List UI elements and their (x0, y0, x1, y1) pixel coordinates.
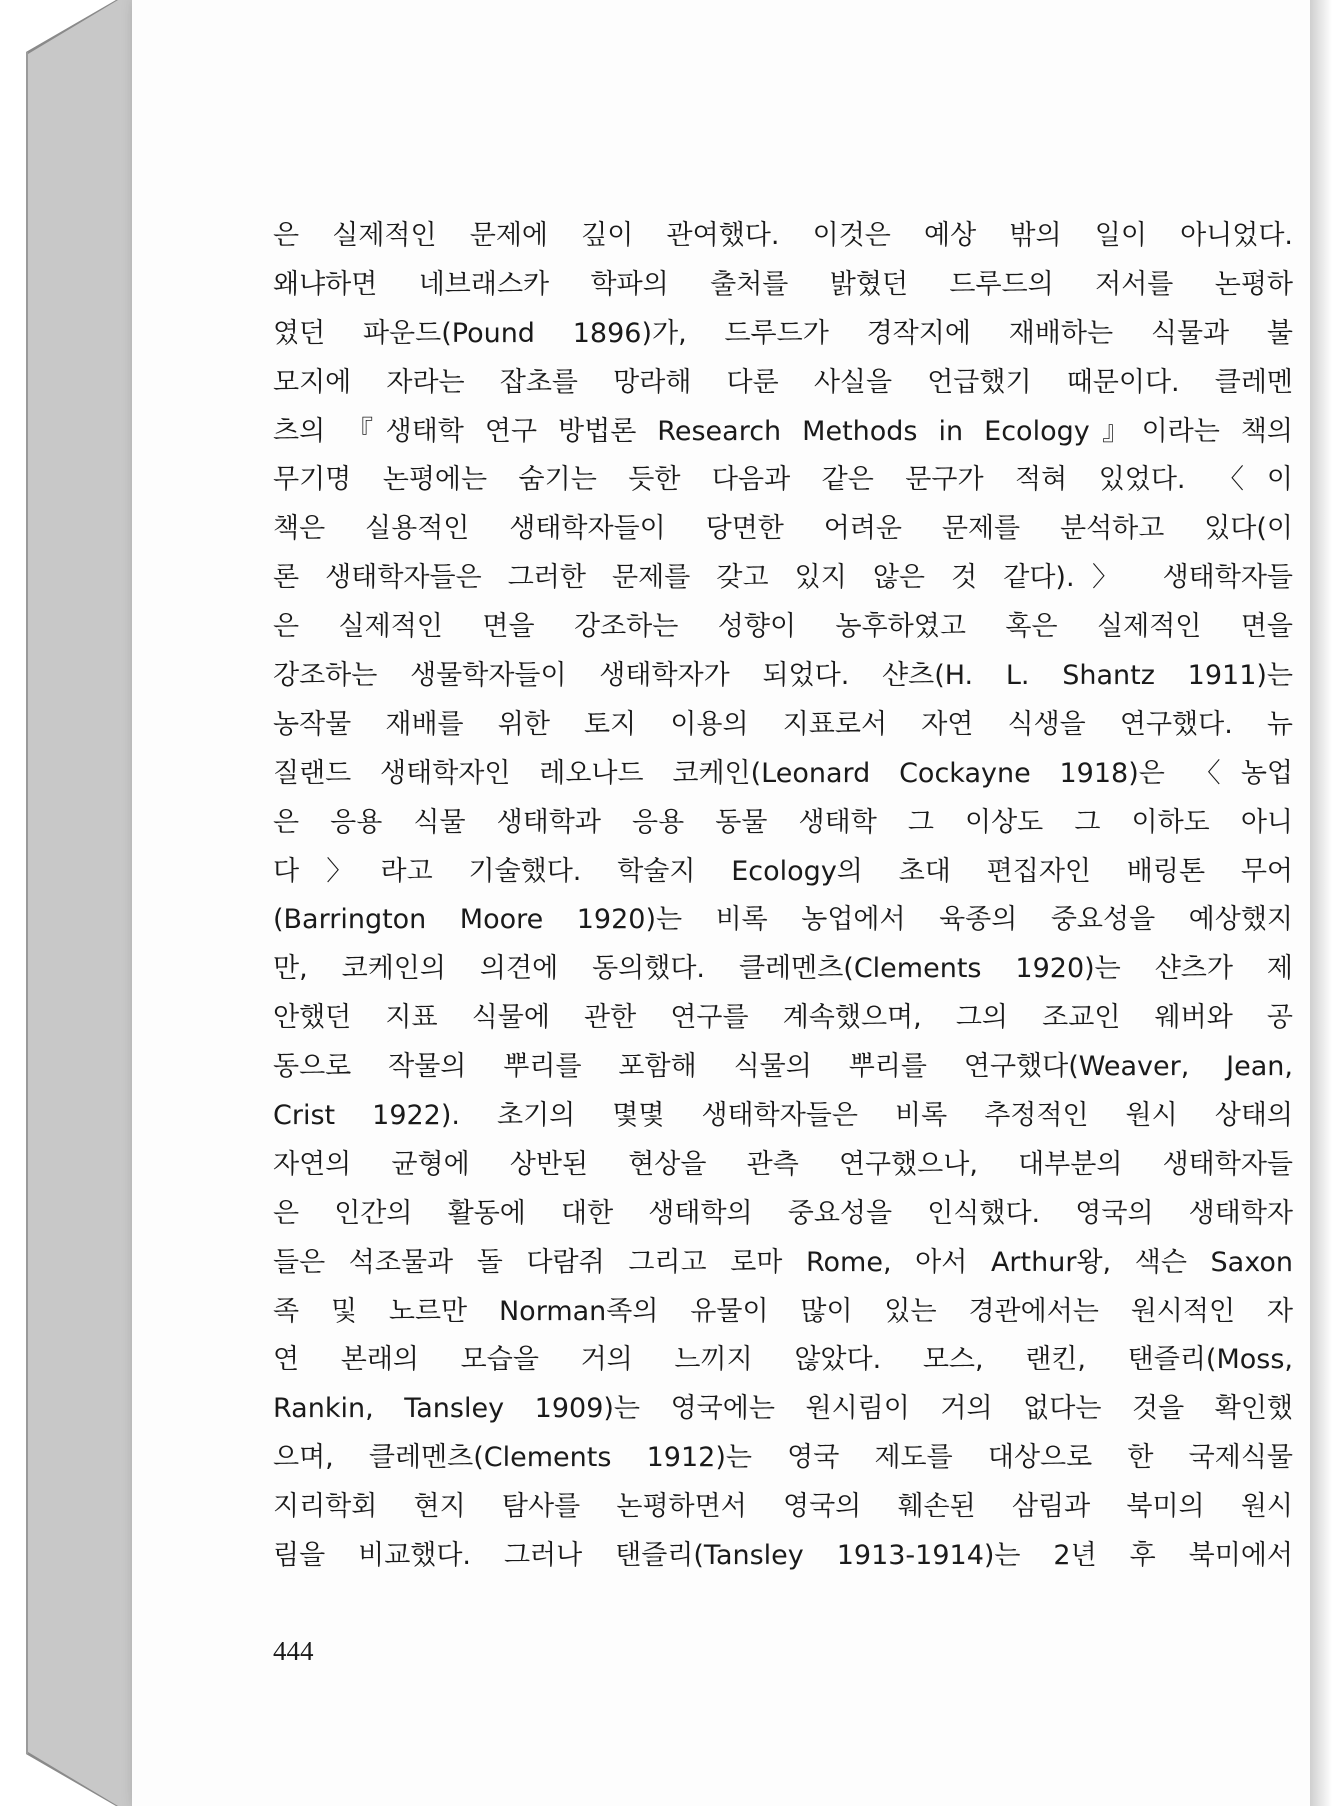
text-line: 으며, 클레멘츠(Clements 1912)는 영국 제도를 대상으로 한 국제식물 (273, 1442, 1293, 1474)
text-line: 동으로 작물의 뿌리를 포함해 식물의 뿌리를 연구했다(Weaver, Jean, (273, 1051, 1293, 1083)
text-line: Crist 1922). 초기의 몇몇 생태학자들은 비록 추정적인 원시 상태의 (273, 1100, 1293, 1132)
text-line: Rankin, Tansley 1909)는 영국에는 원시림이 거의 없다는 것을 확인했 (273, 1393, 1293, 1425)
book-spine-edge (26, 0, 146, 1806)
text-line: 만, 코케인의 의견에 동의했다. 클레멘츠(Clements 1920)는 샨츠가 제 (273, 953, 1293, 985)
text-line: 은 실제적인 문제에 깊이 관여했다. 이것은 예상 밖의 일이 아니었다. (273, 220, 1293, 251)
text-line: 무기명 논평에는 숨기는 듯한 다음과 같은 문구가 적혀 있었다. 〈이 (273, 464, 1293, 496)
text-line: 림을 비교했다. 그러나 탠즐리(Tansley 1913-1914)는 2년 후 북미에서 (273, 1540, 1293, 1572)
text-line: 은 응용 식물 생태학과 응용 동물 생태학 그 이상도 그 이하도 아니 (273, 806, 1293, 838)
text-line: 자연의 균형에 상반된 현상을 관측 연구했으나, 대부분의 생태학자들 (273, 1148, 1293, 1180)
text-line: 였던 파운드(Pound 1896)가, 드루드가 경작지에 재배하는 식물과 불 (273, 317, 1293, 349)
text-line: 들은 석조물과 돌 다람쥐 그리고 로마 Rome, 아서 Arthur왕, 색슨 Saxon (273, 1246, 1293, 1278)
text-line: 은 인간의 활동에 대한 생태학의 중요성을 인식했다. 영국의 생태학자 (273, 1197, 1293, 1229)
text-line: 론 생태학자들은 그러한 문제를 갖고 있지 않은 것 같다).〉 생태학자들 (273, 562, 1293, 594)
text-line: 모지에 자라는 잡초를 망라해 다룬 사실을 언급했기 때문이다. 클레멘 (273, 366, 1293, 398)
text-line: 질랜드 생태학자인 레오나드 코케인(Leonard Cockayne 1918)은 〈농업 (273, 757, 1293, 789)
text-line: 연 본래의 모습을 거의 느끼지 않았다. 모스, 랜킨, 탠즐리(Moss, (273, 1344, 1293, 1376)
text-line: 농작물 재배를 위한 토지 이용의 지표로서 자연 식생을 연구했다. 뉴 (273, 708, 1293, 740)
body-text (273, 212, 1293, 1581)
text-line: (Barrington Moore 1920)는 비록 농업에서 육종의 중요성을 예상했지 (273, 904, 1293, 936)
page-edge-shadow (1310, 0, 1332, 1806)
page-number: 444 (273, 1636, 314, 1666)
text-line: 왜냐하면 네브래스카 학파의 출처를 밝혔던 드루드의 저서를 논평하 (273, 268, 1293, 300)
text-line: 다〉라고 기술했다. 학술지 Ecology의 초대 편집자인 배링톤 무어 (273, 855, 1293, 887)
text-line: 안했던 지표 식물에 관한 연구를 계속했으며, 그의 조교인 웨버와 공 (273, 1002, 1293, 1034)
book-page (132, 0, 1310, 1806)
text-line: 지리학회 현지 탐사를 논평하면서 영국의 훼손된 삼림과 북미의 원시 (273, 1491, 1293, 1523)
text-line: 강조하는 생물학자들이 생태학자가 되었다. 샨츠(H. L. Shantz 1911)는 (273, 660, 1293, 692)
text-line: 책은 실용적인 생태학자들이 당면한 어려운 문제를 분석하고 있다(이 (273, 513, 1293, 545)
text-line: 족 및 노르만 Norman족의 유물이 많이 있는 경관에서는 원시적인 자 (273, 1295, 1293, 1327)
text-line: 츠의 『생태학 연구 방법론 Research Methods in Ecology』이라는 책의 (273, 415, 1293, 447)
text-line: 은 실제적인 면을 강조하는 성향이 농후하였고 혹은 실제적인 면을 (273, 611, 1293, 643)
